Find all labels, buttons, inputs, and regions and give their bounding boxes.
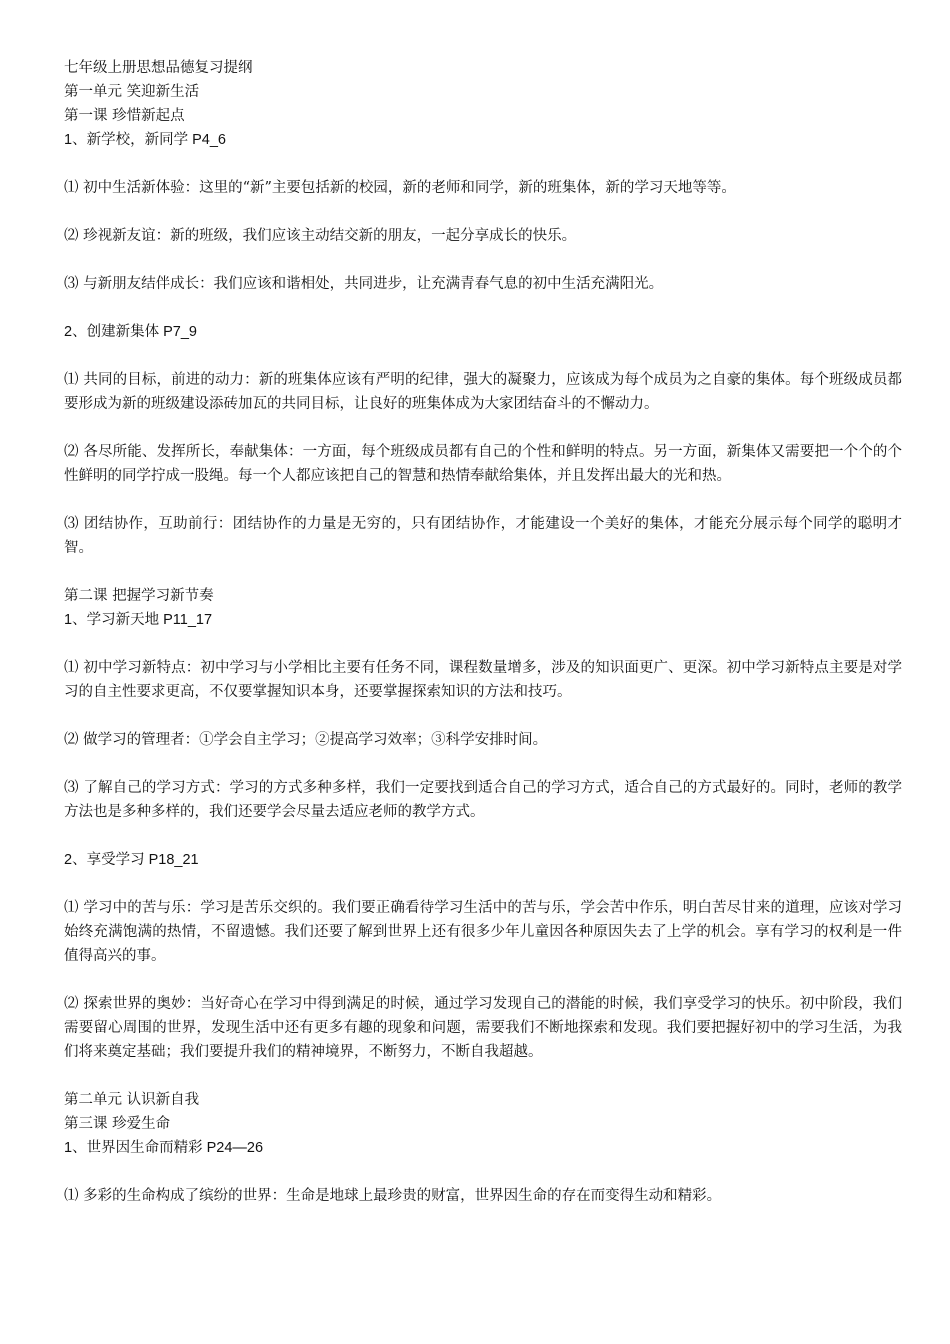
lesson-1-section-2-title: 2、创建新集体 P7_9 — [64, 324, 197, 340]
paragraph: ⑶ 团结协作，互助前行：团结协作的力量是无穷的，只有团结协作，才能建设一个美好的集体，才能充分展示每个同学的聪明才智。 — [64, 516, 902, 556]
spacer — [64, 200, 902, 224]
paragraph: ⑴ 学习中的苦与乐：学习是苦乐交织的。我们要正确看待学习生活中的苦与乐，学会苦中作乐，明白苦尽甘来的道理，应该对学习始终充满饱满的热情，不留遗憾。我们还要了解到世界上还有很多少年儿童因各种原因失去了上学的机会。享有学习的权利是一件值得高兴的事。 — [64, 900, 902, 964]
paragraph: ⑴ 共同的目标，前进的动力：新的班集体应该有严明的纪律，强大的凝聚力，应该成为每个成员为之自豪的集体。每个班级成员都要形成为新的班级建设添砖加瓦的共同目标，让良好的班集体成为大家团结奋斗的不懈动力。 — [64, 372, 902, 412]
spacer — [64, 872, 902, 896]
lesson-1-section-1-title: 1、新学校，新同学 P4_6 — [64, 132, 226, 148]
lesson-2-title: 第二课 把握学习新节奏 — [64, 588, 214, 604]
paragraph: ⑵ 探索世界的奥妙：当好奇心在学习中得到满足的时候，通过学习发现自己的潜能的时候，我们享受学习的快乐。初中阶段，我们需要留心周围的世界，发现生活中还有更多有趣的现象和问题，需要我们不断地探索和发现。我们要把握好初中的学习生活，为我们将来奠定基础；我们要提升我们的精神境界，不断努力，不断自我超越。 — [64, 996, 902, 1060]
paragraph: ⑴ 初中生活新体验：这里的“新”主要包括新的校园，新的老师和同学，新的班集体，新的学习天地等等。 — [64, 180, 736, 196]
paragraph: ⑴ 多彩的生命构成了缤纷的世界：生命是地球上最珍贵的财富，世界因生命的存在而变得生动和精彩。 — [64, 1188, 722, 1204]
unit-2-title: 第二单元 认识新自我 — [64, 1092, 200, 1108]
paragraph: ⑶ 与新朋友结伴成长：我们应该和谐相处，共同进步，让充满青春气息的初中生活充满阳光。 — [64, 276, 664, 292]
spacer — [64, 488, 902, 512]
paragraph: ⑴ 初中学习新特点：初中学习与小学相比主要有任务不同，课程数量增多，涉及的知识面更广、更深。初中学习新特点主要是对学习的自主性要求更高，不仅要掌握知识本身，还要掌握探索知识的方法和技巧。 — [64, 660, 902, 700]
spacer — [64, 416, 902, 440]
document-title: 七年级上册思想品德复习提纲 — [64, 60, 253, 76]
spacer — [64, 1160, 902, 1184]
spacer — [64, 560, 902, 584]
spacer — [64, 248, 902, 272]
spacer — [64, 344, 902, 368]
spacer — [64, 296, 902, 320]
spacer — [64, 968, 902, 992]
paragraph: ⑵ 各尽所能、发挥所长，奉献集体：一方面，每个班级成员都有自己的个性和鲜明的特点。另一方面，新集体又需要把一个个的个性鲜明的同学拧成一股绳。每一个人都应该把自己的智慧和热情奉献给集体，并且发挥出最大的光和热。 — [64, 444, 902, 484]
lesson-2-section-1-title: 1、学习新天地 P11_17 — [64, 612, 213, 628]
spacer — [64, 1064, 902, 1088]
spacer — [64, 152, 902, 176]
lesson-3-title: 第三课 珍爱生命 — [64, 1116, 171, 1132]
document-page — [64, 56, 902, 1208]
lesson-2-section-2-title: 2、享受学习 P18_21 — [64, 852, 199, 868]
lesson-3-section-1-title: 1、世界因生命而精彩 P24—26 — [64, 1140, 264, 1156]
lesson-1-title: 第一课 珍惜新起点 — [64, 108, 185, 124]
paragraph: ⑶ 了解自己的学习方式：学习的方式多种多样，我们一定要找到适合自己的学习方式，适合自己的方式最好的。同时，老师的教学方法也是多种多样的，我们还要学会尽量去适应老师的教学方式。 — [64, 780, 902, 820]
spacer — [64, 752, 902, 776]
spacer — [64, 824, 902, 848]
unit-1-title: 第一单元 笑迎新生活 — [64, 84, 200, 100]
spacer — [64, 704, 902, 728]
spacer — [64, 632, 902, 656]
paragraph: ⑵ 做学习的管理者：①学会自主学习；②提高学习效率；③科学安排时间。 — [64, 732, 548, 748]
paragraph: ⑵ 珍视新友谊：新的班级，我们应该主动结交新的朋友，一起分享成长的快乐。 — [64, 228, 577, 244]
